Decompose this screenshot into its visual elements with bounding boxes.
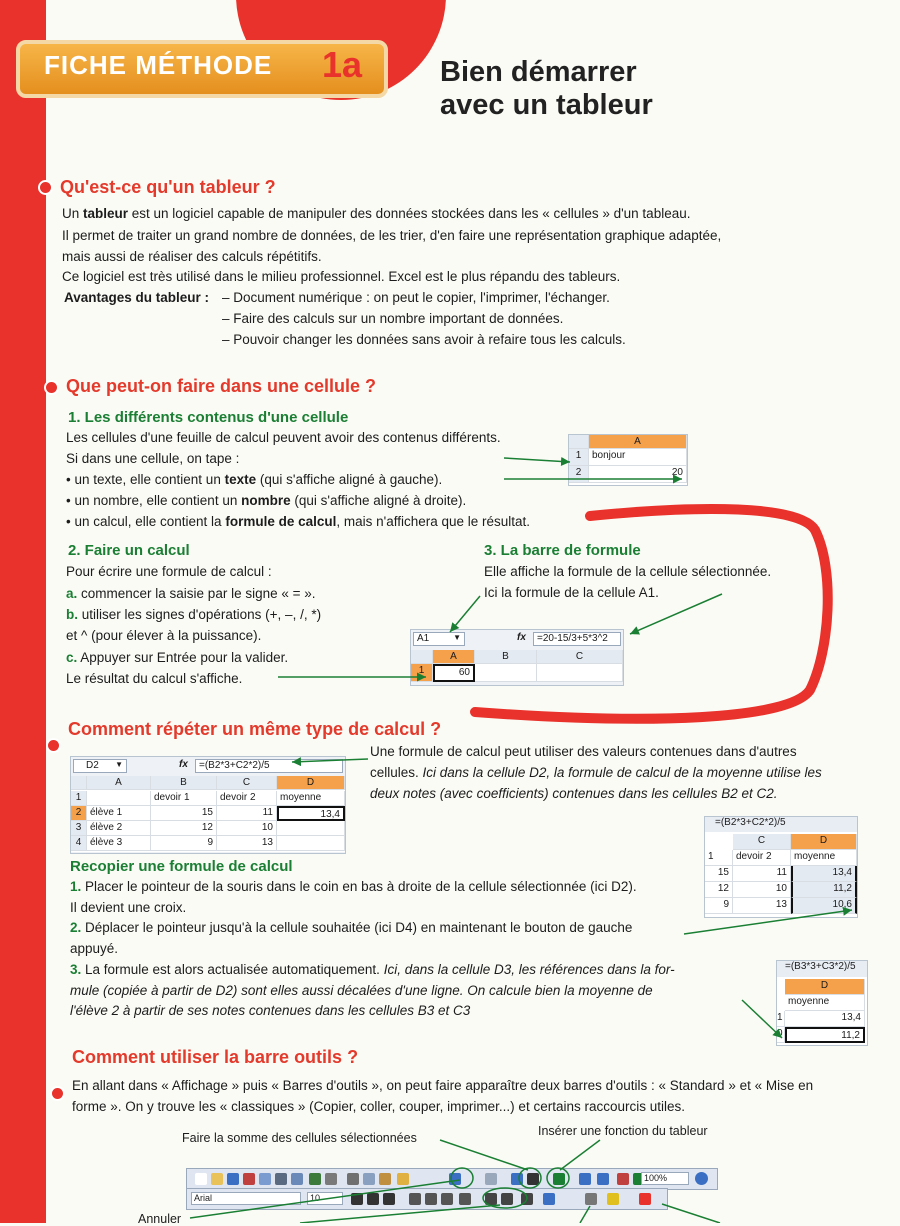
table-cell[interactable]: 13 <box>217 836 277 851</box>
table-cell[interactable]: 13 <box>733 898 791 914</box>
col-header-a: A <box>87 776 151 790</box>
row-header-1: 1 <box>569 449 589 466</box>
row-header-4: 4 <box>71 836 87 851</box>
sub3-heading: 3. La barre de formule <box>484 542 641 559</box>
badge-number: 1a <box>322 44 363 85</box>
step-2-number: 2. <box>70 920 82 935</box>
col-header-b: B <box>475 650 537 664</box>
table-cell[interactable]: 13,4 <box>791 866 857 882</box>
cell-text[interactable]: bonjour <box>589 449 687 466</box>
head-moyenne[interactable]: moyenne <box>785 995 865 1011</box>
fx-icon[interactable]: fx <box>517 632 526 643</box>
table-cell[interactable]: 11 <box>217 806 277 821</box>
s3-p2-pre: cellules. <box>370 765 423 780</box>
highlight-fn <box>547 1168 569 1188</box>
cell-a1[interactable]: 60 <box>433 664 475 682</box>
col-header-c: C <box>733 834 791 850</box>
cell-d3[interactable]: 11,2 <box>785 1027 865 1043</box>
step-3-number: 3. <box>70 962 82 977</box>
row-header-1: 1 <box>71 791 87 806</box>
title-line-2: avec un tableur <box>440 89 653 121</box>
s3-p2-italic: Ici dans la cellule D2, la formule de calcul de la moyenne utilise les <box>422 765 822 780</box>
head-devoir-2[interactable]: devoir 2 <box>733 850 791 866</box>
name-box-value: D2 <box>86 760 99 771</box>
table-cell[interactable]: 12 <box>151 821 217 836</box>
step-3-italic: Ici, dans la cellule D3, les références dans la for- <box>383 962 675 977</box>
col-header-c: C <box>537 650 623 664</box>
s1-line1-post: est un logiciel capable de manipuler des données stockées dans les « cellules » d'un tableau. <box>128 206 691 221</box>
s1-line4: Ce logiciel est très utilisé dans le milieu professionnel. Excel est le plus répandu des tableurs. <box>62 269 621 284</box>
step-3-pre: La formule est alors actualisée automatiquement. <box>81 962 384 977</box>
s3-sub-heading: Recopier une formule de calcul <box>70 858 293 875</box>
col-header-d: D <box>791 834 857 850</box>
bullet-text-bold: texte <box>224 472 257 487</box>
row-header-2: 2 <box>71 806 87 821</box>
sub2-heading: 2. Faire un calcul <box>68 542 190 559</box>
table-cell[interactable]: 13,4 <box>277 806 345 821</box>
step-1-number: 1. <box>70 879 82 894</box>
arrow-formula <box>630 594 722 634</box>
letter-a: a. <box>66 586 78 601</box>
table-cell[interactable]: 11 <box>733 866 791 882</box>
col-header-a: A <box>433 650 475 664</box>
font-select[interactable]: Arial <box>191 1192 301 1205</box>
table-cell[interactable]: 10 <box>733 882 791 898</box>
font-size-select[interactable]: 10 <box>307 1192 343 1205</box>
table-cell[interactable]: moyenne <box>277 791 345 806</box>
table-cell[interactable]: 15 <box>705 866 733 882</box>
col-header-d: D <box>277 776 345 790</box>
step-3b: mule (copiée à partir de D2) sont elles aussi décalées d'une ligne. On calcule bien la moyenne de <box>70 983 653 998</box>
table-cell[interactable]: devoir 2 <box>217 791 277 806</box>
bullet-formula-post: , mais n'affichera que le résultat. <box>336 514 531 529</box>
s1-line3: mais aussi de réaliser des calculs répétitifs. <box>62 249 322 264</box>
row-header-3: 3 <box>71 821 87 836</box>
arrow-d3 <box>742 1000 782 1038</box>
s3-p1: Une formule de calcul peut utiliser des valeurs contenues dans d'autres <box>370 744 797 759</box>
step-3c: l'élève 2 à partir de ses notes contenues dans les cellules B3 et C3 <box>70 1003 471 1018</box>
red-freehand-loop <box>475 509 828 719</box>
step-1b: Il devient une croix. <box>70 900 187 915</box>
section4-heading: Comment utiliser la barre outils ? <box>72 1047 359 1067</box>
letter-b: b. <box>66 607 78 622</box>
row-header-2: 2 <box>569 466 589 483</box>
s2-2-a-text: commencer la saisie par le signe « = ». <box>77 586 316 601</box>
name-box-value: A1 <box>417 633 430 644</box>
section1-heading: Qu'est-ce qu'un tableur ? <box>60 177 276 197</box>
label-sum: Faire la somme des cellules sélectionnées <box>182 1131 417 1145</box>
s2-2-d: Le résultat du calcul s'affiche. <box>66 671 243 686</box>
chevron-down-icon[interactable]: ▼ <box>453 633 461 642</box>
arrow-text <box>504 458 570 462</box>
table-cell[interactable]: élève 1 <box>87 806 151 821</box>
cell-number[interactable]: 20 <box>589 466 687 483</box>
formula-input[interactable]: =(B2*3+C2*2)/5 <box>195 759 343 773</box>
table-cell[interactable]: 10,6 <box>791 898 857 914</box>
arrow-format <box>300 1205 500 1223</box>
table-cell[interactable]: 9 <box>151 836 217 851</box>
advantage-2: – Faire des calculs sur un nombre important de données. <box>222 311 564 326</box>
col-header-a: A <box>589 435 687 449</box>
table-cell[interactable]: élève 3 <box>87 836 151 851</box>
sub1-heading: 1. Les différents contenus d'une cellule <box>68 409 349 426</box>
s2-1-line1: Les cellules d'une feuille de calcul peuvent avoir des contenus différents. <box>66 430 501 445</box>
formula-input[interactable]: =20-15/3+5*3^2 <box>533 632 621 646</box>
section3-heading: Comment répéter un même type de calcul ? <box>68 719 442 739</box>
highlight-sum <box>519 1168 541 1188</box>
label-function: Insérer une fonction du tableur <box>538 1124 708 1138</box>
table-cell[interactable]: élève 2 <box>87 821 151 836</box>
advantage-1: – Document numérique : on peut le copier, l'imprimer, l'échanger. <box>222 290 610 305</box>
bullet-number-bold: nombre <box>241 493 291 508</box>
s4-line1: En allant dans « Affichage » puis « Barres d'outils », on peut faire apparaître deux barres d'outils : « Standard » et « Mise en <box>72 1078 814 1093</box>
table-cell[interactable]: 11,2 <box>791 882 857 898</box>
col-header-c: C <box>217 776 277 790</box>
bullet-formula-pre: • un calcul, elle contient la <box>66 514 226 529</box>
s2-2-b-text: utiliser les signes d'opérations (+, –, /, *) <box>78 607 322 622</box>
cell-d2[interactable]: 13,4 <box>785 1011 865 1027</box>
s1-line1-bold: tableur <box>83 206 129 221</box>
s2-1-line2: Si dans une cellule, on tape : <box>66 451 240 466</box>
formula-input[interactable]: =(B2*3+C2*2)/5 <box>705 817 857 832</box>
bullet-formula-bold: formule de calcul <box>225 514 337 529</box>
s2-3-line1: Elle affiche la formule de la cellule sélectionnée. <box>484 564 772 579</box>
col-header-b: B <box>151 776 217 790</box>
arrow-namebox <box>450 596 480 632</box>
highlight-undo <box>451 1168 473 1188</box>
s1-line1-pre: Un <box>62 206 84 221</box>
bullet-number-pre: • un nombre, elle contient un <box>66 493 242 508</box>
s1-line2: Il permet de traiter un grand nombre de données, de les trier, d'en faire une représentation graphique adaptée, <box>62 228 722 243</box>
arrow-fn <box>560 1140 600 1170</box>
section2-heading: Que peut-on faire dans une cellule ? <box>66 376 377 396</box>
table-cell[interactable]: 9 <box>705 898 733 914</box>
row-header-1: 1 <box>411 664 433 682</box>
bullet-text-pre: • un texte, elle contient un <box>66 472 225 487</box>
chevron-down-icon[interactable]: ▼ <box>115 760 123 769</box>
s2-2-b2: et ^ (pour élever à la puissance). <box>66 628 262 643</box>
s4-line2: forme ». On y trouve les « classiques » (Copier, coller, couper, imprimer...) et certains raccourcis utiles. <box>72 1099 685 1114</box>
step-2-text: Déplacer le pointeur jusqu'à la cellule souhaitée (ici D4) en maintenant le bouton de gauche <box>81 920 633 935</box>
table-cell[interactable]: 15 <box>151 806 217 821</box>
bullet-text-post: (qui s'affiche aligné à gauche). <box>256 472 443 487</box>
step-1-text: Placer le pointeur de la souris dans le coin en bas à droite de la cellule sélectionnée (ici D2). <box>81 879 637 894</box>
s3-p3: deux notes (avec coefficients) contenues dans les cellules B2 et C2. <box>370 786 778 801</box>
advantage-3: – Pouvoir changer les données sans avoir à refaire tous les calculs. <box>222 332 626 347</box>
bullet-number-post: (qui s'affiche aligné à droite). <box>290 493 467 508</box>
advantages-label-text: Avantages du tableur : <box>64 290 210 305</box>
title-line-1: Bien démarrer <box>440 56 637 88</box>
s2-3-line2: Ici la formule de la cellule A1. <box>484 585 659 600</box>
table-cell[interactable]: 12 <box>705 882 733 898</box>
arrow-color <box>662 1204 720 1223</box>
row-header: 0 <box>777 1027 785 1043</box>
step-2b: appuyé. <box>70 941 119 956</box>
label-undo: Annuler <box>138 1212 182 1226</box>
fx-icon[interactable]: fx <box>179 759 188 770</box>
arrow-drag <box>684 910 852 934</box>
row-header: 1 <box>777 1011 785 1027</box>
letter-c: c. <box>66 650 78 665</box>
formula-input[interactable]: =(B3*3+C3*2)/5 <box>777 961 867 977</box>
table-cell[interactable]: devoir 1 <box>151 791 217 806</box>
col-header-d: D <box>785 979 865 995</box>
row-header-1: 1 <box>705 850 733 866</box>
arrow-sum <box>440 1140 528 1170</box>
s2-2-line1: Pour écrire une formule de calcul : <box>66 564 272 579</box>
highlight-format <box>483 1188 527 1208</box>
head-moyenne[interactable]: moyenne <box>791 850 857 866</box>
arrow-border <box>580 1206 590 1223</box>
table-cell[interactable]: 10 <box>217 821 277 836</box>
zoom-select[interactable]: 100% <box>641 1172 689 1185</box>
arrow-d2-formula <box>292 759 368 762</box>
s2-2-c-text: Appuyer sur Entrée pour la valider. <box>77 650 289 665</box>
badge-label: FICHE MÉTHODE <box>44 50 273 80</box>
